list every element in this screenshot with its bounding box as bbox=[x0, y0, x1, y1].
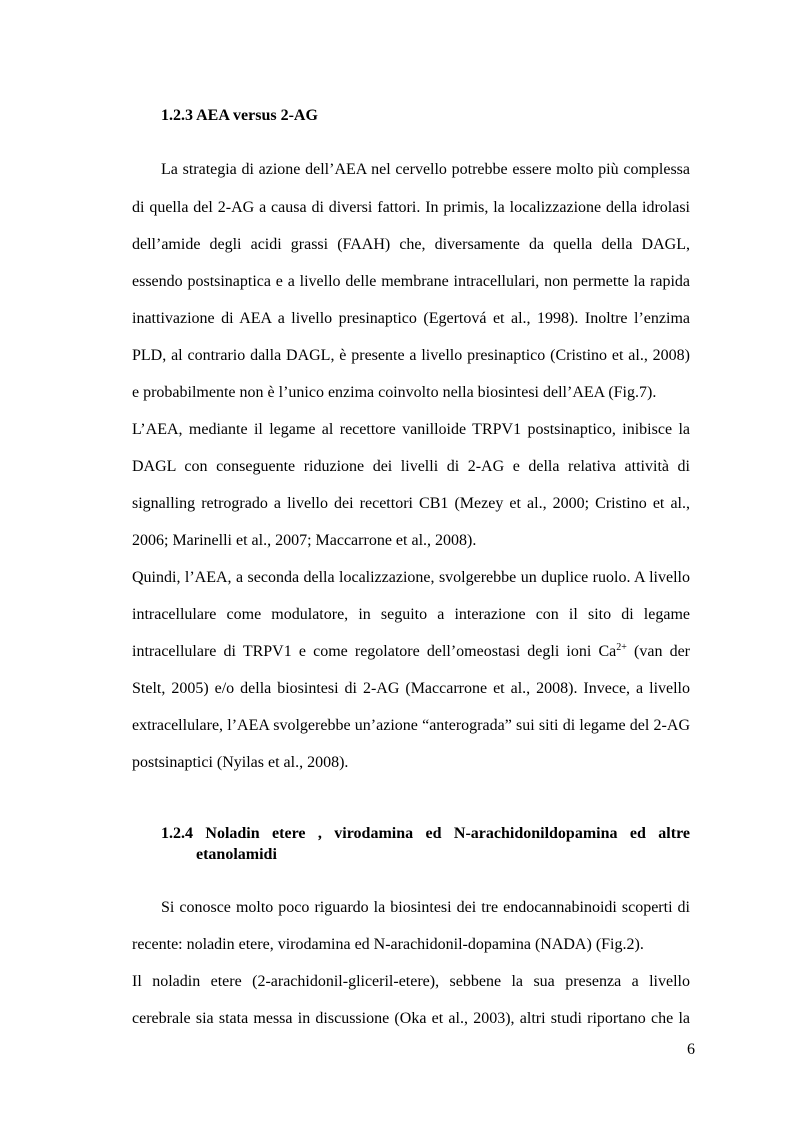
section-heading-aea-vs-2ag: 1.2.3 AEA versus 2-AG bbox=[161, 107, 318, 124]
calcium-charge-superscript: 2+ bbox=[616, 642, 627, 653]
paragraph-line: intracellulare come modulatore, in seguito a interazione con il sito di legame bbox=[132, 606, 690, 623]
paragraph-line: Quindi, l’AEA, a seconda della localizzazione, svolgerebbe un duplice ruolo. A livello bbox=[132, 569, 690, 586]
paragraph-line: L’AEA, mediante il legame al recettore vanilloide TRPV1 postsinaptico, inibisce la bbox=[132, 421, 690, 438]
text-segment: intracellulare di TRPV1 e come regolatore dell’omeostasi degli ioni Ca bbox=[132, 643, 617, 660]
paragraph-line: extracellulare, l’AEA svolgerebbe un’azione “anterograda” sui siti di legame del 2-AG bbox=[132, 717, 690, 734]
paragraph-line: postsinaptici (Nyilas et al., 2008). bbox=[132, 754, 349, 771]
paragraph-line-with-superscript bbox=[132, 642, 690, 662]
paragraph-line: Stelt, 2005) e/o della biosintesi di 2-AG (Maccarrone et al., 2008). Invece, a livello bbox=[132, 680, 690, 697]
paragraph-line: 2006; Marinelli et al., 2007; Maccarrone et al., 2008). bbox=[132, 532, 477, 549]
section-heading-noladin: 1.2.4 Noladin etere , virodamina ed N-arachidonildopamina ed altre bbox=[161, 825, 690, 842]
paragraph-line: e probabilmente non è l’unico enzima coinvolto nella biosintesi dell’AEA (Fig.7). bbox=[132, 384, 657, 401]
paragraph-line: cerebrale sia stata messa in discussione (Oka et al., 2003), altri studi riportano che la bbox=[132, 1010, 690, 1027]
paragraph-line: signalling retrogrado a livello dei recettori CB1 (Mezey et al., 2000; Cristino et al., bbox=[132, 495, 690, 512]
paragraph-line: Si conosce molto poco riguardo la biosintesi dei tre endocannabinoidi scoperti di bbox=[161, 899, 690, 916]
paragraph-line: Il noladin etere (2-arachidonil-gliceril-etere), sebbene la sua presenza a livello bbox=[132, 973, 690, 990]
text-segment: (van der bbox=[626, 643, 691, 660]
paragraph-line: essendo postsinaptica e a livello delle membrane intracellulari, non permette la rapida bbox=[132, 273, 690, 290]
paragraph-line: dell’amide degli acidi grassi (FAAH) che, diversamente da quella della DAGL, bbox=[132, 236, 690, 253]
paragraph-line: PLD, al contrario dalla DAGL, è presente a livello presinaptico (Cristino et al., 2008) bbox=[132, 347, 690, 364]
section-heading-noladin-continued: etanolamidi bbox=[196, 846, 277, 863]
paragraph-line: DAGL con conseguente riduzione dei livelli di 2-AG e della relativa attività di bbox=[132, 458, 690, 475]
page-number: 6 bbox=[687, 1041, 695, 1058]
paragraph-line: recente: noladin etere, virodamina ed N-arachidonil-dopamina (NADA) (Fig.2). bbox=[132, 936, 644, 953]
paragraph-line: La strategia di azione dell’AEA nel cervello potrebbe essere molto più complessa bbox=[161, 161, 690, 178]
paragraph-line: di quella del 2-AG a causa di diversi fattori. In primis, la localizzazione della idrolasi bbox=[132, 199, 690, 216]
paragraph-line: inattivazione di AEA a livello presinaptico (Egertová et al., 1998). Inoltre l’enzima bbox=[132, 310, 690, 327]
